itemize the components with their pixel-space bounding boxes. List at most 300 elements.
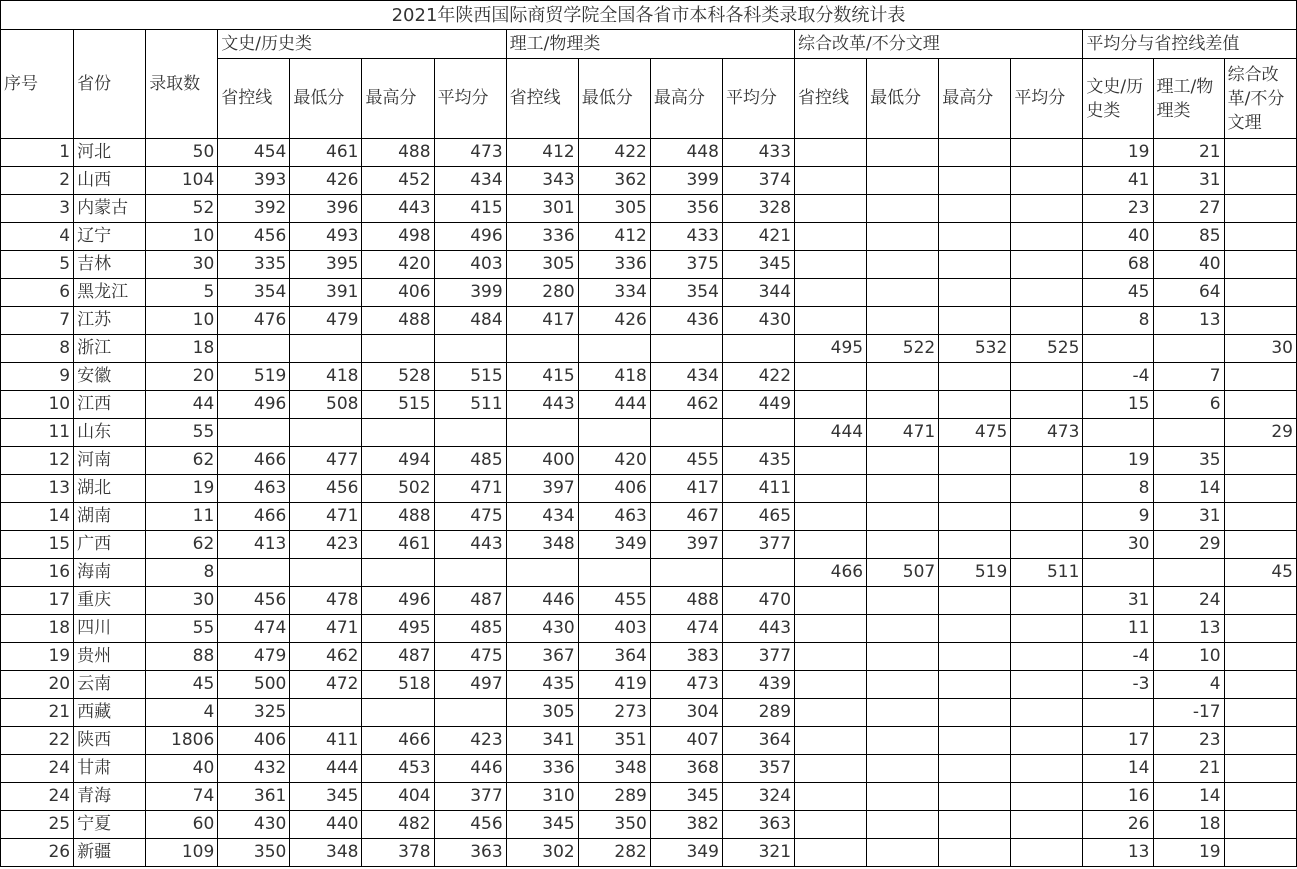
cell-combined-max xyxy=(939,195,1011,223)
cell-science-avg: 377 xyxy=(722,531,794,559)
cell-enrolled: 44 xyxy=(146,391,218,419)
cell-province: 云南 xyxy=(74,671,146,699)
cell-province: 山东 xyxy=(74,419,146,447)
cell-seq: 4 xyxy=(1,223,74,251)
cell-arts-control-line: 406 xyxy=(218,727,290,755)
cell-combined-min xyxy=(867,251,939,279)
cell-arts-max: 466 xyxy=(362,727,434,755)
cell-arts-control-line: 361 xyxy=(218,783,290,811)
header-combined-control-line: 省控线 xyxy=(795,59,867,139)
cell-province: 海南 xyxy=(74,559,146,587)
cell-seq: 2 xyxy=(1,167,74,195)
table-row xyxy=(1,139,1297,167)
cell-arts-min xyxy=(290,559,362,587)
cell-arts-avg xyxy=(434,419,506,447)
cell-seq: 10 xyxy=(1,391,74,419)
cell-science-min: 273 xyxy=(578,699,650,727)
cell-enrolled: 8 xyxy=(146,559,218,587)
cell-combined-max: 519 xyxy=(939,559,1011,587)
cell-combined-max xyxy=(939,839,1011,867)
cell-combined-avg xyxy=(1011,839,1083,867)
cell-diff-arts: 8 xyxy=(1083,307,1153,335)
cell-arts-control-line xyxy=(218,419,290,447)
cell-combined-max xyxy=(939,699,1011,727)
cell-science-control-line: 446 xyxy=(506,587,578,615)
cell-seq: 20 xyxy=(1,671,74,699)
cell-science-max: 417 xyxy=(650,475,722,503)
cell-arts-max: 515 xyxy=(362,391,434,419)
cell-arts-avg: 471 xyxy=(434,475,506,503)
cell-science-control-line: 301 xyxy=(506,195,578,223)
cell-seq: 14 xyxy=(1,503,74,531)
cell-arts-max xyxy=(362,335,434,363)
cell-science-avg: 289 xyxy=(722,699,794,727)
table-row xyxy=(1,475,1297,503)
cell-combined-max: 475 xyxy=(939,419,1011,447)
cell-combined-avg: 511 xyxy=(1011,559,1083,587)
cell-combined-min xyxy=(867,587,939,615)
cell-science-control-line: 415 xyxy=(506,363,578,391)
cell-province: 陕西 xyxy=(74,727,146,755)
cell-diff-arts: 41 xyxy=(1083,167,1153,195)
cell-arts-control-line: 432 xyxy=(218,755,290,783)
cell-science-max: 375 xyxy=(650,251,722,279)
cell-science-control-line: 400 xyxy=(506,447,578,475)
cell-diff-arts: 40 xyxy=(1083,223,1153,251)
table-row xyxy=(1,307,1297,335)
cell-science-avg: 377 xyxy=(722,643,794,671)
cell-enrolled: 55 xyxy=(146,419,218,447)
cell-science-avg: 363 xyxy=(722,811,794,839)
cell-arts-avg: 403 xyxy=(434,251,506,279)
cell-combined-max xyxy=(939,503,1011,531)
cell-combined-control-line xyxy=(795,307,867,335)
cell-province: 江苏 xyxy=(74,307,146,335)
cell-arts-min: 471 xyxy=(290,503,362,531)
cell-science-control-line: 341 xyxy=(506,727,578,755)
cell-province: 吉林 xyxy=(74,251,146,279)
cell-arts-control-line: 335 xyxy=(218,251,290,279)
cell-province: 辽宁 xyxy=(74,223,146,251)
cell-enrolled: 60 xyxy=(146,811,218,839)
cell-arts-avg: 496 xyxy=(434,223,506,251)
cell-arts-control-line: 456 xyxy=(218,587,290,615)
cell-combined-control-line xyxy=(795,671,867,699)
cell-science-max xyxy=(650,419,722,447)
cell-science-control-line: 310 xyxy=(506,783,578,811)
table-row xyxy=(1,503,1297,531)
cell-science-control-line: 435 xyxy=(506,671,578,699)
cell-enrolled: 19 xyxy=(146,475,218,503)
cell-arts-avg: 475 xyxy=(434,503,506,531)
cell-combined-control-line xyxy=(795,615,867,643)
cell-arts-avg: 485 xyxy=(434,447,506,475)
cell-diff-combined xyxy=(1224,195,1296,223)
cell-combined-avg xyxy=(1011,307,1083,335)
cell-combined-min xyxy=(867,139,939,167)
cell-combined-min xyxy=(867,307,939,335)
cell-combined-control-line xyxy=(795,363,867,391)
cell-combined-control-line xyxy=(795,783,867,811)
cell-arts-min: 472 xyxy=(290,671,362,699)
cell-diff-science: 23 xyxy=(1153,727,1224,755)
cell-combined-control-line xyxy=(795,699,867,727)
cell-arts-avg: 363 xyxy=(434,839,506,867)
cell-diff-arts: 19 xyxy=(1083,447,1153,475)
cell-science-min xyxy=(578,419,650,447)
cell-diff-arts xyxy=(1083,419,1153,447)
cell-seq: 8 xyxy=(1,335,74,363)
cell-diff-combined xyxy=(1224,307,1296,335)
cell-arts-control-line: 479 xyxy=(218,643,290,671)
cell-arts-min: 444 xyxy=(290,755,362,783)
cell-science-control-line: 336 xyxy=(506,223,578,251)
cell-science-max: 407 xyxy=(650,727,722,755)
cell-science-max: 354 xyxy=(650,279,722,307)
cell-diff-arts: 68 xyxy=(1083,251,1153,279)
cell-combined-avg xyxy=(1011,363,1083,391)
cell-diff-science: 29 xyxy=(1153,531,1224,559)
cell-diff-combined xyxy=(1224,615,1296,643)
header-arts-max: 最高分 xyxy=(362,59,434,139)
cell-combined-control-line xyxy=(795,587,867,615)
cell-province: 四川 xyxy=(74,615,146,643)
cell-science-avg: 443 xyxy=(722,615,794,643)
cell-combined-max xyxy=(939,279,1011,307)
cell-seq: 5 xyxy=(1,251,74,279)
cell-combined-min: 507 xyxy=(867,559,939,587)
cell-arts-max: 502 xyxy=(362,475,434,503)
cell-science-control-line: 367 xyxy=(506,643,578,671)
cell-diff-science: 27 xyxy=(1153,195,1224,223)
cell-province: 湖北 xyxy=(74,475,146,503)
table-row xyxy=(1,643,1297,671)
table-row xyxy=(1,279,1297,307)
cell-combined-control-line xyxy=(795,139,867,167)
cell-arts-max: 452 xyxy=(362,167,434,195)
cell-arts-control-line: 519 xyxy=(218,363,290,391)
cell-diff-arts: 13 xyxy=(1083,839,1153,867)
cell-diff-science: 19 xyxy=(1153,839,1224,867)
header-diff-arts: 文史/历史类 xyxy=(1083,59,1153,139)
header-combined-avg: 平均分 xyxy=(1011,59,1083,139)
cell-diff-arts: 31 xyxy=(1083,587,1153,615)
cell-combined-control-line xyxy=(795,643,867,671)
cell-science-min: 444 xyxy=(578,391,650,419)
cell-enrolled: 45 xyxy=(146,671,218,699)
cell-combined-max xyxy=(939,447,1011,475)
cell-combined-avg xyxy=(1011,447,1083,475)
cell-province: 湖南 xyxy=(74,503,146,531)
header-combined-min: 最低分 xyxy=(867,59,939,139)
cell-combined-control-line: 466 xyxy=(795,559,867,587)
cell-combined-control-line xyxy=(795,531,867,559)
cell-arts-avg: 377 xyxy=(434,783,506,811)
cell-science-avg xyxy=(722,335,794,363)
table-row xyxy=(1,699,1297,727)
table-row xyxy=(1,727,1297,755)
cell-diff-arts: 9 xyxy=(1083,503,1153,531)
cell-arts-min xyxy=(290,699,362,727)
cell-combined-min xyxy=(867,811,939,839)
cell-science-max: 349 xyxy=(650,839,722,867)
cell-diff-science xyxy=(1153,335,1224,363)
cell-arts-max: 498 xyxy=(362,223,434,251)
cell-science-avg: 344 xyxy=(722,279,794,307)
table-row xyxy=(1,531,1297,559)
cell-science-min: 351 xyxy=(578,727,650,755)
cell-science-control-line xyxy=(506,335,578,363)
cell-combined-min xyxy=(867,755,939,783)
cell-arts-control-line: 466 xyxy=(218,447,290,475)
cell-diff-combined: 45 xyxy=(1224,559,1296,587)
cell-seq: 9 xyxy=(1,363,74,391)
cell-province: 宁夏 xyxy=(74,811,146,839)
cell-arts-min: 471 xyxy=(290,615,362,643)
cell-diff-combined xyxy=(1224,391,1296,419)
cell-arts-min: 391 xyxy=(290,279,362,307)
cell-science-max: 345 xyxy=(650,783,722,811)
cell-combined-control-line xyxy=(795,447,867,475)
cell-combined-avg xyxy=(1011,139,1083,167)
cell-seq: 3 xyxy=(1,195,74,223)
cell-diff-science xyxy=(1153,559,1224,587)
cell-combined-min xyxy=(867,167,939,195)
cell-combined-max xyxy=(939,671,1011,699)
cell-arts-min: 456 xyxy=(290,475,362,503)
header-seq: 序号 xyxy=(1,30,74,139)
cell-combined-min xyxy=(867,279,939,307)
cell-science-max: 488 xyxy=(650,587,722,615)
cell-science-avg: 421 xyxy=(722,223,794,251)
table-row xyxy=(1,811,1297,839)
cell-combined-max xyxy=(939,615,1011,643)
cell-combined-max xyxy=(939,811,1011,839)
cell-diff-combined xyxy=(1224,699,1296,727)
cell-science-avg: 411 xyxy=(722,475,794,503)
cell-combined-min xyxy=(867,503,939,531)
cell-science-avg: 357 xyxy=(722,755,794,783)
cell-diff-combined xyxy=(1224,279,1296,307)
cell-arts-control-line: 466 xyxy=(218,503,290,531)
cell-science-control-line: 280 xyxy=(506,279,578,307)
cell-arts-min: 477 xyxy=(290,447,362,475)
cell-diff-combined xyxy=(1224,167,1296,195)
cell-combined-control-line xyxy=(795,503,867,531)
table-row xyxy=(1,223,1297,251)
cell-science-avg: 374 xyxy=(722,167,794,195)
cell-enrolled: 40 xyxy=(146,755,218,783)
cell-diff-science: -17 xyxy=(1153,699,1224,727)
cell-combined-avg xyxy=(1011,587,1083,615)
cell-science-max: 474 xyxy=(650,615,722,643)
table-row xyxy=(1,783,1297,811)
cell-science-min: 349 xyxy=(578,531,650,559)
cell-combined-min: 522 xyxy=(867,335,939,363)
cell-science-min: 336 xyxy=(578,251,650,279)
cell-arts-max: 443 xyxy=(362,195,434,223)
cell-combined-min xyxy=(867,195,939,223)
cell-science-control-line: 336 xyxy=(506,755,578,783)
cell-province: 青海 xyxy=(74,783,146,811)
header-group-diff: 平均分与省控线差值 xyxy=(1083,30,1297,59)
cell-combined-avg xyxy=(1011,195,1083,223)
cell-enrolled: 50 xyxy=(146,139,218,167)
cell-diff-science: 35 xyxy=(1153,447,1224,475)
cell-arts-max: 494 xyxy=(362,447,434,475)
cell-combined-max xyxy=(939,475,1011,503)
cell-science-min: 364 xyxy=(578,643,650,671)
cell-science-min: 422 xyxy=(578,139,650,167)
table-row xyxy=(1,335,1297,363)
cell-diff-arts: 45 xyxy=(1083,279,1153,307)
cell-combined-avg xyxy=(1011,755,1083,783)
header-group-arts: 文史/历史类 xyxy=(218,30,506,59)
cell-combined-control-line: 495 xyxy=(795,335,867,363)
cell-science-control-line: 434 xyxy=(506,503,578,531)
cell-combined-avg xyxy=(1011,783,1083,811)
cell-arts-avg: 456 xyxy=(434,811,506,839)
cell-arts-max: 420 xyxy=(362,251,434,279)
cell-science-control-line: 397 xyxy=(506,475,578,503)
cell-science-control-line: 302 xyxy=(506,839,578,867)
header-arts-control-line: 省控线 xyxy=(218,59,290,139)
cell-science-min: 350 xyxy=(578,811,650,839)
cell-arts-min: 508 xyxy=(290,391,362,419)
cell-arts-avg: 423 xyxy=(434,727,506,755)
cell-combined-control-line: 444 xyxy=(795,419,867,447)
cell-diff-science: 40 xyxy=(1153,251,1224,279)
cell-science-max xyxy=(650,335,722,363)
cell-diff-combined xyxy=(1224,223,1296,251)
cell-science-max: 473 xyxy=(650,671,722,699)
table-row xyxy=(1,419,1297,447)
cell-science-avg: 422 xyxy=(722,363,794,391)
cell-arts-min: 479 xyxy=(290,307,362,335)
cell-science-max xyxy=(650,559,722,587)
cell-combined-avg xyxy=(1011,727,1083,755)
cell-combined-control-line xyxy=(795,195,867,223)
cell-combined-min xyxy=(867,671,939,699)
table-body xyxy=(1,139,1297,867)
cell-province: 河北 xyxy=(74,139,146,167)
cell-science-avg: 435 xyxy=(722,447,794,475)
cell-diff-science: 14 xyxy=(1153,475,1224,503)
header-group-combined: 综合改革/不分文理 xyxy=(795,30,1083,59)
header-combined-max: 最高分 xyxy=(939,59,1011,139)
cell-arts-control-line xyxy=(218,559,290,587)
cell-seq: 1 xyxy=(1,139,74,167)
cell-enrolled: 104 xyxy=(146,167,218,195)
cell-science-avg: 321 xyxy=(722,839,794,867)
cell-enrolled: 109 xyxy=(146,839,218,867)
cell-combined-max xyxy=(939,223,1011,251)
cell-diff-science: 31 xyxy=(1153,503,1224,531)
cell-diff-science: 13 xyxy=(1153,307,1224,335)
cell-arts-control-line: 476 xyxy=(218,307,290,335)
cell-enrolled: 10 xyxy=(146,307,218,335)
cell-science-control-line: 417 xyxy=(506,307,578,335)
header-arts-min: 最低分 xyxy=(290,59,362,139)
cell-arts-min: 493 xyxy=(290,223,362,251)
cell-combined-control-line xyxy=(795,279,867,307)
cell-science-max: 397 xyxy=(650,531,722,559)
cell-science-max: 436 xyxy=(650,307,722,335)
cell-seq: 24 xyxy=(1,783,74,811)
cell-province: 山西 xyxy=(74,167,146,195)
cell-combined-control-line xyxy=(795,811,867,839)
cell-combined-max xyxy=(939,167,1011,195)
cell-enrolled: 5 xyxy=(146,279,218,307)
cell-arts-max: 461 xyxy=(362,531,434,559)
cell-combined-max xyxy=(939,251,1011,279)
cell-combined-control-line xyxy=(795,223,867,251)
cell-combined-min xyxy=(867,615,939,643)
cell-combined-min xyxy=(867,839,939,867)
cell-science-min xyxy=(578,335,650,363)
cell-arts-max: 488 xyxy=(362,307,434,335)
cell-combined-max xyxy=(939,587,1011,615)
cell-diff-arts xyxy=(1083,699,1153,727)
cell-arts-control-line: 496 xyxy=(218,391,290,419)
cell-diff-combined xyxy=(1224,839,1296,867)
cell-seq: 13 xyxy=(1,475,74,503)
cell-diff-combined: 29 xyxy=(1224,419,1296,447)
cell-diff-combined xyxy=(1224,251,1296,279)
cell-combined-min xyxy=(867,475,939,503)
cell-science-min: 305 xyxy=(578,195,650,223)
cell-enrolled: 74 xyxy=(146,783,218,811)
cell-arts-avg: 415 xyxy=(434,195,506,223)
cell-diff-arts: 16 xyxy=(1083,783,1153,811)
table-row xyxy=(1,251,1297,279)
cell-combined-max xyxy=(939,307,1011,335)
cell-diff-arts: 8 xyxy=(1083,475,1153,503)
cell-science-min: 418 xyxy=(578,363,650,391)
cell-province: 贵州 xyxy=(74,643,146,671)
cell-science-min: 420 xyxy=(578,447,650,475)
cell-diff-arts: 19 xyxy=(1083,139,1153,167)
cell-combined-control-line xyxy=(795,475,867,503)
table-row xyxy=(1,447,1297,475)
cell-seq: 24 xyxy=(1,755,74,783)
cell-diff-combined xyxy=(1224,727,1296,755)
cell-arts-min: 345 xyxy=(290,783,362,811)
cell-arts-min: 426 xyxy=(290,167,362,195)
cell-diff-arts: 23 xyxy=(1083,195,1153,223)
cell-science-avg: 470 xyxy=(722,587,794,615)
cell-combined-min xyxy=(867,391,939,419)
cell-combined-control-line xyxy=(795,727,867,755)
header-science-min: 最低分 xyxy=(578,59,650,139)
cell-arts-control-line: 500 xyxy=(218,671,290,699)
cell-science-control-line: 430 xyxy=(506,615,578,643)
cell-science-avg: 465 xyxy=(722,503,794,531)
cell-arts-avg: 434 xyxy=(434,167,506,195)
cell-combined-control-line xyxy=(795,755,867,783)
cell-arts-min: 395 xyxy=(290,251,362,279)
cell-diff-science: 6 xyxy=(1153,391,1224,419)
cell-science-control-line: 443 xyxy=(506,391,578,419)
cell-arts-max: 518 xyxy=(362,671,434,699)
cell-arts-control-line: 474 xyxy=(218,615,290,643)
cell-enrolled: 55 xyxy=(146,615,218,643)
cell-arts-control-line: 392 xyxy=(218,195,290,223)
cell-diff-science: 24 xyxy=(1153,587,1224,615)
cell-science-min: 455 xyxy=(578,587,650,615)
cell-diff-combined xyxy=(1224,643,1296,671)
cell-combined-max: 532 xyxy=(939,335,1011,363)
